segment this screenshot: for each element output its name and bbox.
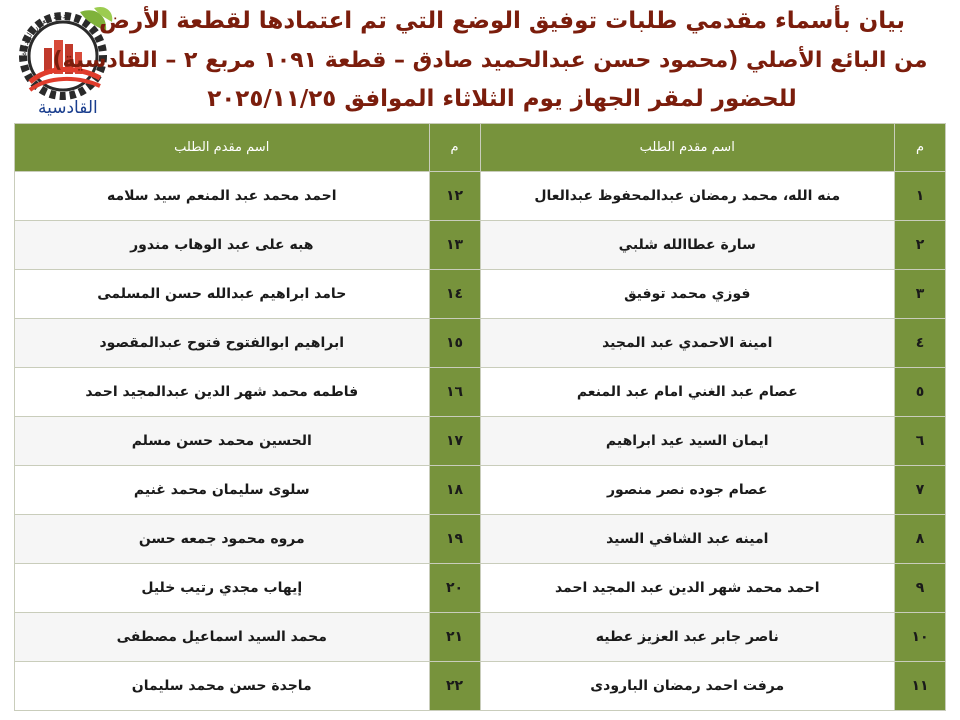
row-number-left: ١٣: [429, 221, 480, 270]
applicant-name-right: ايمان السيد عيد ابراهيم: [480, 417, 895, 466]
page-title-line-2: من البائع الأصلي (محمود حسن عبدالحميد صادق – قطعة ١٠٩١ مربع ٢ – القادسية): [52, 48, 928, 73]
table-row: [15, 564, 946, 613]
row-number-right: ١١: [895, 662, 946, 711]
table-row: [15, 515, 946, 564]
table-body: [15, 172, 946, 711]
row-number-right: ٤: [895, 319, 946, 368]
row-number-left: ١٧: [429, 417, 480, 466]
logo-label: القادسية: [38, 98, 98, 118]
applicant-name-left: احمد محمد عبد المنعم سيد سلامه: [15, 172, 430, 221]
row-number-left: ٢١: [429, 613, 480, 662]
row-number-left: ١٦: [429, 368, 480, 417]
applicant-name-left: ابراهيم ابوالفتوح فتوح عبدالمقصود: [15, 319, 430, 368]
table-header-row: [15, 124, 946, 172]
applicant-name-left: محمد السيد اسماعيل مصطفى: [15, 613, 430, 662]
applicant-name-left: فاطمه محمد شهر الدين عبدالمجيد احمد: [15, 368, 430, 417]
page-title-line-3: للحضور لمقر الجهاز يوم الثلاثاء الموافق ٢٠٢٥/١١/٢٥: [207, 86, 797, 112]
row-number-left: ١٥: [429, 319, 480, 368]
row-number-right: ٢: [895, 221, 946, 270]
col-header-num-right: م: [895, 124, 946, 172]
row-number-right: ٨: [895, 515, 946, 564]
row-number-left: ٢٢: [429, 662, 480, 711]
row-number-right: ٧: [895, 466, 946, 515]
applicant-name-right: احمد محمد شهر الدين عبد المجيد احمد: [480, 564, 895, 613]
applicant-name-left: مروه محمود جمعه حسن: [15, 515, 430, 564]
row-number-right: ٦: [895, 417, 946, 466]
applicants-table: [14, 123, 946, 711]
row-number-right: ١٠: [895, 613, 946, 662]
applicant-name-right: عصام جوده نصر منصور: [480, 466, 895, 515]
row-number-right: ٩: [895, 564, 946, 613]
row-number-right: ٣: [895, 270, 946, 319]
applicant-name-right: ناصر جابر عبد العزيز عطيه: [480, 613, 895, 662]
col-header-name-left: اسم مقدم الطلب: [15, 124, 430, 172]
table-row: [15, 613, 946, 662]
applicant-name-right: منه الله، محمد رمضان عبدالمحفوظ عبدالعال: [480, 172, 895, 221]
applicant-name-right: فوزي محمد توفيق: [480, 270, 895, 319]
table-row: [15, 172, 946, 221]
applicant-name-right: امينة الاحمدي عبد المجيد: [480, 319, 895, 368]
table-row: [15, 466, 946, 515]
applicant-name-left: هبه على عبد الوهاب مندور: [15, 221, 430, 270]
col-header-num-left: م: [429, 124, 480, 172]
applicant-name-right: امينه عبد الشافي السيد: [480, 515, 895, 564]
row-number-left: ١٤: [429, 270, 480, 319]
applicant-name-left: ماجدة حسن محمد سليمان: [15, 662, 430, 711]
table-row: [15, 221, 946, 270]
document-header: [0, 0, 960, 120]
applicant-name-left: إيهاب مجدي رتيب خليل: [15, 564, 430, 613]
table-row: [15, 417, 946, 466]
row-number-right: ٥: [895, 368, 946, 417]
table-row: [15, 368, 946, 417]
page-title-line-1: بيان بأسماء مقدمي طلبات توفيق الوضع التي تم اعتمادها لقطعة الأرض: [99, 8, 905, 34]
applicant-name-right: عصام عبد الغني امام عبد المنعم: [480, 368, 895, 417]
applicant-name-left: سلوى سليمان محمد غنيم: [15, 466, 430, 515]
col-header-name-right: اسم مقدم الطلب: [480, 124, 895, 172]
applicant-name-left: حامد ابراهيم عبدالله حسن المسلمى: [15, 270, 430, 319]
applicant-name-right: مرفت احمد رمضان البارودى: [480, 662, 895, 711]
row-number-left: ١٢: [429, 172, 480, 221]
row-number-left: ١٨: [429, 466, 480, 515]
table-row: [15, 319, 946, 368]
row-number-left: ٢٠: [429, 564, 480, 613]
applicant-name-right: سارة عطاالله شلبي: [480, 221, 895, 270]
table-row: [15, 270, 946, 319]
row-number-left: ١٩: [429, 515, 480, 564]
table-row: [15, 662, 946, 711]
applicant-name-left: الحسين محمد حسن مسلم: [15, 417, 430, 466]
logo-arc-text: مدينة العبور الجديدة: [18, 11, 72, 57]
row-number-right: ١: [895, 172, 946, 221]
